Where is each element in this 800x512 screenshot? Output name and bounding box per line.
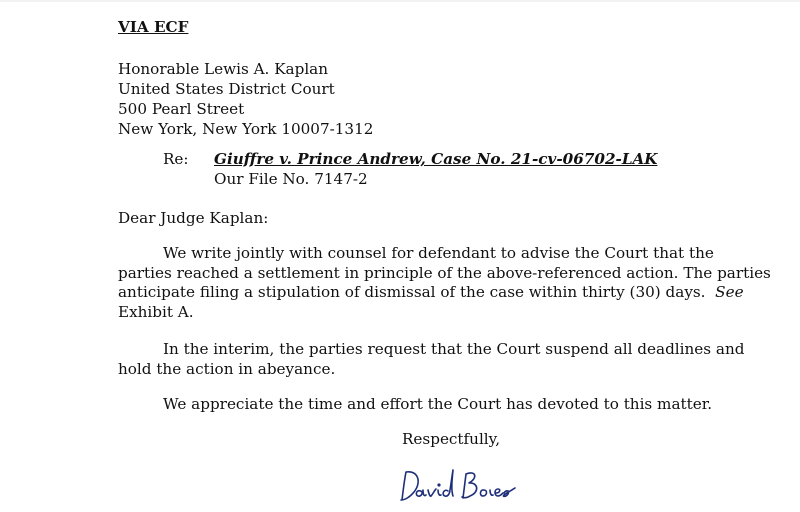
address-line-street: 500 Pearl Street xyxy=(118,100,245,118)
paragraph-line: hold the action in abeyance. xyxy=(118,359,336,378)
see-signal: See xyxy=(715,283,744,301)
handwritten-signature xyxy=(398,462,518,508)
salutation: Dear Judge Kaplan: xyxy=(118,209,269,227)
re-label: Re: xyxy=(163,150,189,168)
re-case-title: Giuffre v. Prince Andrew, Case No. 21-cv-06702-LAK xyxy=(214,150,658,168)
paragraph-line: parties reached a settlement in principle of the above-referenced action. The parties xyxy=(118,263,771,282)
via-ecf-heading: VIA ECF xyxy=(118,18,189,36)
paragraph-line xyxy=(118,283,744,303)
paragraph-line-text: anticipate filing a stipulation of dismissal of the case within thirty (30) days. xyxy=(118,283,716,301)
address-line-court: United States District Court xyxy=(118,80,335,98)
paragraph-line: We appreciate the time and effort the Court has devoted to this matter. xyxy=(163,395,713,413)
paragraph-appreciation xyxy=(118,395,713,415)
paragraph-line: In the interim, the parties request that the Court suspend all deadlines and xyxy=(163,340,745,358)
page-edge xyxy=(0,0,800,2)
paragraph-line: We write jointly with counsel for defendant to advise the Court that the xyxy=(163,244,714,262)
closing: Respectfully, xyxy=(402,430,501,448)
address-line-city: New York, New York 10007-1312 xyxy=(118,120,374,138)
paragraph-settlement xyxy=(118,244,771,322)
re-file-number: Our File No. 7147-2 xyxy=(214,170,368,188)
paragraph-line: Exhibit A. xyxy=(118,302,194,321)
paragraph-interim xyxy=(118,340,745,379)
address-line-judge: Honorable Lewis A. Kaplan xyxy=(118,60,329,78)
